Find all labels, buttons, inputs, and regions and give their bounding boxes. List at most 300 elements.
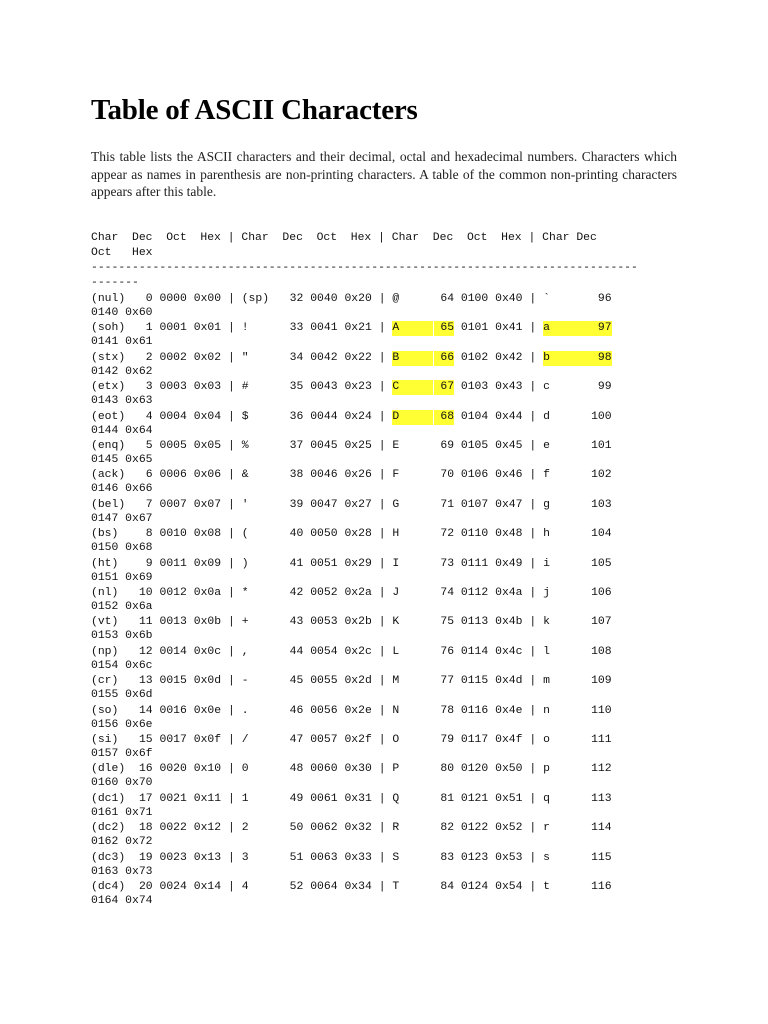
oct-cell: 0120 bbox=[460, 763, 489, 776]
row-continuation: 0160 0x70 bbox=[91, 777, 153, 790]
char-cell: h bbox=[543, 528, 550, 541]
hex-cell: 0x03 bbox=[193, 381, 222, 394]
oct-cell: 0056 bbox=[310, 704, 338, 717]
oct-cell: 0042 bbox=[310, 351, 338, 364]
char-cell: (soh) bbox=[91, 322, 126, 335]
oct-cell: 0004 bbox=[159, 410, 187, 423]
char-cell: i bbox=[543, 557, 550, 570]
hex-cell: 0x0c bbox=[193, 645, 222, 658]
char-cell: # bbox=[241, 381, 249, 394]
row-continuation: 0145 0x65 bbox=[91, 454, 153, 466]
dec-cell: 1 bbox=[145, 322, 153, 335]
oct-cell: 0064 bbox=[310, 881, 338, 893]
dec-cell: 98 bbox=[584, 351, 611, 366]
dec-cell: 66 bbox=[434, 351, 455, 366]
char-cell: k bbox=[543, 616, 550, 629]
oct-cell: 0054 bbox=[310, 645, 338, 658]
row-continuation: 0147 0x67 bbox=[91, 512, 153, 525]
char-cell: * bbox=[241, 587, 249, 599]
column-divider: | bbox=[228, 675, 235, 688]
oct-cell: 0003 bbox=[159, 381, 187, 394]
column-divider: | bbox=[378, 351, 386, 364]
column-divider: | bbox=[378, 587, 386, 599]
hex-cell: 0x51 bbox=[495, 792, 523, 805]
oct-cell: 0053 bbox=[310, 616, 338, 629]
dec-cell: 67 bbox=[434, 380, 455, 395]
char-cell: & bbox=[241, 469, 249, 482]
char-cell: (bs) bbox=[91, 528, 119, 541]
column-divider: | bbox=[529, 469, 537, 482]
dec-cell: 8 bbox=[145, 528, 153, 541]
hex-cell: 0x29 bbox=[344, 557, 372, 570]
hex-cell: 0x43 bbox=[495, 381, 523, 394]
table-row bbox=[0, 351, 768, 381]
column-divider: | bbox=[228, 528, 235, 541]
dec-cell: 107 bbox=[591, 616, 612, 629]
dec-cell: 11 bbox=[138, 616, 153, 629]
char-cell: H bbox=[392, 528, 400, 541]
char-cell: (eot) bbox=[91, 410, 126, 423]
oct-cell: 0040 bbox=[310, 293, 338, 305]
char-cell: E bbox=[392, 440, 400, 452]
oct-cell: 0020 bbox=[159, 763, 187, 776]
char-cell: $ bbox=[241, 410, 249, 423]
oct-cell: 0052 bbox=[310, 587, 338, 599]
dec-cell: 35 bbox=[289, 381, 304, 394]
char-cell: (np) bbox=[91, 645, 119, 658]
hex-cell: 0x27 bbox=[344, 498, 372, 511]
char-cell: (cr) bbox=[91, 675, 119, 688]
hex-cell: 0x04 bbox=[193, 410, 222, 423]
hex-cell: 0x23 bbox=[344, 381, 372, 394]
oct-cell: 0063 bbox=[310, 851, 338, 864]
table-row bbox=[0, 321, 768, 351]
oct-cell: 0014 bbox=[159, 645, 187, 658]
dec-cell: 114 bbox=[591, 822, 612, 835]
column-divider: | bbox=[228, 410, 235, 423]
oct-cell: 0010 bbox=[159, 528, 187, 541]
char-cell: (dc3) bbox=[91, 851, 126, 864]
column-divider: | bbox=[529, 351, 537, 364]
dec-cell: 45 bbox=[289, 675, 304, 688]
dec-cell: 34 bbox=[289, 351, 304, 364]
oct-cell: 0122 bbox=[460, 822, 489, 835]
column-divider: | bbox=[228, 351, 235, 364]
char-cell: a bbox=[543, 321, 584, 336]
dec-cell: 33 bbox=[289, 322, 304, 335]
table-header-line-1: Char Dec Oct Hex | Char Dec Oct Hex | Char Dec Oct Hex | Char Dec bbox=[91, 232, 597, 244]
table-row bbox=[0, 851, 768, 881]
column-divider: | bbox=[378, 498, 386, 511]
hex-cell: 0x09 bbox=[193, 557, 222, 570]
dec-cell: 6 bbox=[145, 469, 153, 482]
column-divider: | bbox=[228, 881, 235, 893]
dec-cell: 48 bbox=[289, 763, 304, 776]
hex-cell: 0x4f bbox=[495, 734, 523, 746]
char-cell: @ bbox=[392, 293, 400, 305]
hex-cell: 0x12 bbox=[193, 822, 222, 835]
column-divider: | bbox=[378, 763, 386, 776]
dec-cell: 10 bbox=[138, 587, 153, 599]
hex-cell: 0x07 bbox=[193, 498, 222, 511]
char-cell: l bbox=[543, 645, 550, 658]
char-cell: (dc1) bbox=[91, 792, 126, 805]
char-cell: Q bbox=[392, 792, 400, 805]
table-header-line-2: Oct Hex bbox=[91, 247, 153, 259]
char-cell: 3 bbox=[241, 851, 249, 864]
oct-cell: 0002 bbox=[159, 351, 187, 364]
char-cell: P bbox=[392, 763, 400, 776]
hex-cell: 0x2d bbox=[344, 675, 372, 688]
dec-cell: 99 bbox=[597, 381, 612, 394]
dec-cell: 36 bbox=[289, 410, 304, 423]
dec-cell: 113 bbox=[591, 792, 612, 805]
char-cell: q bbox=[543, 792, 550, 805]
row-continuation: 0140 0x60 bbox=[91, 307, 153, 319]
row-continuation: 0146 0x66 bbox=[91, 483, 153, 496]
hex-cell: 0x2b bbox=[344, 616, 372, 629]
oct-cell: 0012 bbox=[159, 587, 187, 599]
char-cell: ( bbox=[241, 528, 249, 541]
char-cell: m bbox=[543, 675, 550, 688]
table-row bbox=[0, 410, 768, 440]
oct-cell: 0051 bbox=[310, 557, 338, 570]
row-continuation: 0141 0x61 bbox=[91, 336, 153, 349]
oct-cell: 0104 bbox=[460, 410, 489, 423]
dec-cell: 5 bbox=[145, 440, 153, 452]
oct-cell: 0113 bbox=[460, 616, 489, 629]
dec-cell: 115 bbox=[591, 851, 612, 864]
column-divider: | bbox=[529, 616, 537, 629]
dec-cell: 49 bbox=[289, 792, 304, 805]
dec-cell: 41 bbox=[289, 557, 304, 570]
char-cell: B bbox=[392, 351, 433, 366]
dec-cell: 19 bbox=[138, 851, 153, 864]
dec-cell: 106 bbox=[591, 587, 612, 599]
char-cell: (enq) bbox=[91, 440, 126, 452]
hex-cell: 0x26 bbox=[344, 469, 372, 482]
column-divider: | bbox=[529, 881, 537, 893]
char-cell: ! bbox=[241, 322, 249, 335]
table-row bbox=[0, 468, 768, 498]
column-divider: | bbox=[378, 616, 386, 629]
char-cell: F bbox=[392, 469, 400, 482]
dec-cell: 0 bbox=[145, 293, 153, 305]
dec-cell: 97 bbox=[584, 321, 611, 336]
column-divider: | bbox=[228, 322, 235, 335]
char-cell: (so) bbox=[91, 704, 119, 717]
row-continuation: 0162 0x72 bbox=[91, 836, 153, 849]
hex-cell: 0x4c bbox=[495, 645, 523, 658]
hex-cell: 0x47 bbox=[495, 498, 523, 511]
char-cell: I bbox=[392, 557, 400, 570]
dec-cell: 65 bbox=[434, 321, 455, 336]
hex-cell: 0x4d bbox=[495, 675, 523, 688]
dec-cell: 40 bbox=[289, 528, 304, 541]
column-divider: | bbox=[529, 851, 537, 864]
oct-cell: 0112 bbox=[460, 587, 489, 599]
char-cell: (dle) bbox=[91, 763, 126, 776]
hex-cell: 0x06 bbox=[193, 469, 222, 482]
oct-cell: 0043 bbox=[310, 381, 338, 394]
char-cell: J bbox=[392, 587, 400, 599]
oct-cell: 0022 bbox=[159, 822, 187, 835]
table-row bbox=[0, 704, 768, 734]
hex-cell: 0x21 bbox=[344, 322, 372, 335]
hex-cell: 0x22 bbox=[344, 351, 372, 364]
char-cell: (dc2) bbox=[91, 822, 126, 835]
oct-cell: 0016 bbox=[159, 704, 187, 717]
dec-cell: 15 bbox=[138, 734, 153, 746]
dec-cell: 74 bbox=[440, 587, 455, 599]
column-divider: | bbox=[529, 498, 537, 511]
oct-cell: 0100 bbox=[460, 293, 489, 305]
char-cell: (bel) bbox=[91, 498, 126, 511]
dec-cell: 96 bbox=[597, 293, 612, 305]
char-cell: L bbox=[392, 645, 400, 658]
dec-cell: 116 bbox=[591, 881, 612, 893]
char-cell: (nul) bbox=[91, 293, 126, 305]
dec-cell: 101 bbox=[591, 440, 612, 452]
hex-cell: 0x31 bbox=[344, 792, 372, 805]
oct-cell: 0011 bbox=[159, 557, 187, 570]
column-divider: | bbox=[228, 616, 235, 629]
table-row bbox=[0, 498, 768, 528]
row-continuation: 0164 0x74 bbox=[91, 895, 153, 907]
hex-cell: 0x40 bbox=[495, 293, 523, 305]
dec-cell: 109 bbox=[591, 675, 612, 688]
column-divider: | bbox=[228, 822, 235, 835]
oct-cell: 0101 bbox=[460, 322, 489, 335]
hex-cell: 0x41 bbox=[495, 322, 523, 335]
column-divider: | bbox=[529, 293, 537, 305]
char-cell: (nl) bbox=[91, 587, 119, 599]
char-cell: r bbox=[543, 822, 550, 835]
table-row bbox=[0, 762, 768, 792]
row-continuation: 0154 0x6c bbox=[91, 659, 153, 672]
oct-cell: 0114 bbox=[460, 645, 489, 658]
row-continuation: 0150 0x68 bbox=[91, 542, 153, 555]
dec-cell: 38 bbox=[289, 469, 304, 482]
oct-cell: 0041 bbox=[310, 322, 338, 335]
table-row bbox=[0, 615, 768, 645]
table-row bbox=[0, 439, 768, 469]
hex-cell: 0x0f bbox=[193, 734, 222, 746]
intro-paragraph: This table lists the ASCII characters and their decimal, octal and hexadecimal numbers. Characters which appear as names in parenthesis are non-printing characters. A table of the common non-printing characters appears after this table. bbox=[91, 149, 677, 199]
oct-cell: 0062 bbox=[310, 822, 338, 835]
dec-cell: 50 bbox=[289, 822, 304, 835]
oct-cell: 0124 bbox=[460, 881, 489, 893]
dec-cell: 73 bbox=[440, 557, 455, 570]
hex-cell: 0x50 bbox=[495, 763, 523, 776]
row-continuation: 0144 0x64 bbox=[91, 424, 153, 437]
char-cell: o bbox=[543, 734, 550, 746]
table-row bbox=[0, 586, 768, 616]
oct-cell: 0110 bbox=[460, 528, 489, 541]
char-cell: A bbox=[392, 321, 433, 336]
char-cell: N bbox=[392, 704, 400, 717]
column-divider: | bbox=[378, 293, 386, 305]
column-divider: | bbox=[378, 704, 386, 717]
dec-cell: 2 bbox=[145, 351, 153, 364]
char-cell: ' bbox=[241, 498, 249, 511]
column-divider: | bbox=[378, 381, 386, 394]
hex-cell: 0x4b bbox=[495, 616, 523, 629]
char-cell: C bbox=[392, 380, 433, 395]
oct-cell: 0045 bbox=[310, 440, 338, 452]
table-row bbox=[0, 380, 768, 410]
dec-cell: 7 bbox=[145, 498, 153, 511]
column-divider: | bbox=[228, 293, 235, 305]
dec-cell: 51 bbox=[289, 851, 304, 864]
dec-cell: 70 bbox=[440, 469, 455, 482]
char-cell: ) bbox=[241, 557, 249, 570]
hex-cell: 0x33 bbox=[344, 851, 372, 864]
dec-cell: 32 bbox=[289, 293, 304, 305]
row-continuation: 0153 0x6b bbox=[91, 630, 153, 643]
char-cell: (ack) bbox=[91, 469, 126, 482]
oct-cell: 0024 bbox=[159, 881, 187, 893]
row-continuation: 0151 0x69 bbox=[91, 571, 153, 584]
char-cell: (etx) bbox=[91, 381, 126, 394]
oct-cell: 0060 bbox=[310, 763, 338, 776]
hex-cell: 0x54 bbox=[495, 881, 523, 893]
column-divider: | bbox=[378, 851, 386, 864]
dec-cell: 83 bbox=[440, 851, 455, 864]
char-cell: - bbox=[241, 675, 249, 688]
dec-cell: 46 bbox=[289, 704, 304, 717]
dec-cell: 9 bbox=[145, 557, 153, 570]
hex-cell: 0x13 bbox=[193, 851, 222, 864]
char-cell: e bbox=[543, 440, 550, 452]
oct-cell: 0105 bbox=[460, 440, 489, 452]
table-row bbox=[0, 292, 768, 322]
hex-cell: 0x01 bbox=[193, 322, 222, 335]
table-separator-line-2: ------- bbox=[91, 277, 139, 289]
dec-cell: 84 bbox=[440, 881, 455, 893]
oct-cell: 0044 bbox=[310, 410, 338, 423]
hex-cell: 0x44 bbox=[495, 410, 523, 423]
hex-cell: 0x2a bbox=[344, 587, 372, 599]
oct-cell: 0013 bbox=[159, 616, 187, 629]
row-continuation: 0163 0x73 bbox=[91, 865, 153, 878]
column-divider: | bbox=[529, 704, 537, 717]
char-cell: (si) bbox=[91, 734, 119, 746]
dec-cell: 76 bbox=[440, 645, 455, 658]
column-divider: | bbox=[228, 792, 235, 805]
dec-cell: 81 bbox=[440, 792, 455, 805]
char-cell: O bbox=[392, 734, 400, 746]
dec-cell: 14 bbox=[138, 704, 153, 717]
oct-cell: 0103 bbox=[460, 381, 489, 394]
oct-cell: 0046 bbox=[310, 469, 338, 482]
oct-cell: 0017 bbox=[159, 734, 187, 746]
table-row bbox=[0, 557, 768, 587]
column-divider: | bbox=[228, 469, 235, 482]
dec-cell: 52 bbox=[289, 881, 304, 893]
char-cell: (sp) bbox=[241, 293, 270, 305]
hex-cell: 0x0a bbox=[193, 587, 222, 599]
oct-cell: 0057 bbox=[310, 734, 338, 746]
dec-cell: 20 bbox=[138, 881, 153, 893]
dec-cell: 82 bbox=[440, 822, 455, 835]
dec-cell: 100 bbox=[591, 410, 612, 423]
char-cell: s bbox=[543, 851, 550, 864]
hex-cell: 0x0b bbox=[193, 616, 222, 629]
column-divider: | bbox=[228, 704, 235, 717]
hex-cell: 0x34 bbox=[344, 881, 372, 893]
table-row bbox=[0, 880, 768, 910]
dec-cell: 112 bbox=[591, 763, 612, 776]
oct-cell: 0106 bbox=[460, 469, 489, 482]
dec-cell: 77 bbox=[440, 675, 455, 688]
dec-cell: 42 bbox=[289, 587, 304, 599]
column-divider: | bbox=[378, 469, 386, 482]
dec-cell: 69 bbox=[440, 440, 455, 452]
hex-cell: 0x08 bbox=[193, 528, 222, 541]
oct-cell: 0007 bbox=[159, 498, 187, 511]
hex-cell: 0x30 bbox=[344, 763, 372, 776]
dec-cell: 4 bbox=[145, 410, 153, 423]
dec-cell: 39 bbox=[289, 498, 304, 511]
hex-cell: 0x4a bbox=[495, 587, 523, 599]
column-divider: | bbox=[529, 645, 537, 658]
char-cell: 2 bbox=[241, 822, 249, 835]
table-separator-line-1: -------------------------------------------------------------------------------- bbox=[91, 262, 638, 274]
column-divider: | bbox=[529, 322, 537, 335]
dec-cell: 12 bbox=[138, 645, 153, 658]
row-continuation: 0157 0x6f bbox=[91, 748, 153, 760]
column-divider: | bbox=[529, 557, 537, 570]
oct-cell: 0005 bbox=[159, 440, 187, 452]
dec-cell: 3 bbox=[145, 381, 153, 394]
row-continuation: 0155 0x6d bbox=[91, 689, 153, 702]
column-divider: | bbox=[228, 763, 235, 776]
char-cell: 4 bbox=[241, 881, 249, 893]
column-divider: | bbox=[228, 645, 235, 658]
dec-cell: 72 bbox=[440, 528, 455, 541]
dec-cell: 16 bbox=[138, 763, 153, 776]
dec-cell: 37 bbox=[289, 440, 304, 452]
dec-cell: 44 bbox=[289, 645, 304, 658]
oct-cell: 0050 bbox=[310, 528, 338, 541]
hex-cell: 0x45 bbox=[495, 440, 523, 452]
column-divider: | bbox=[529, 675, 537, 688]
dec-cell: 104 bbox=[591, 528, 612, 541]
char-cell: (vt) bbox=[91, 616, 119, 629]
oct-cell: 0047 bbox=[310, 498, 338, 511]
hex-cell: 0x0e bbox=[193, 704, 222, 717]
dec-cell: 18 bbox=[138, 822, 153, 835]
column-divider: | bbox=[378, 792, 386, 805]
hex-cell: 0x48 bbox=[495, 528, 523, 541]
row-continuation: 0156 0x6e bbox=[91, 718, 153, 731]
oct-cell: 0121 bbox=[460, 792, 489, 805]
oct-cell: 0117 bbox=[460, 734, 489, 746]
row-continuation: 0143 0x63 bbox=[91, 395, 153, 408]
oct-cell: 0021 bbox=[159, 792, 187, 805]
hex-cell: 0x28 bbox=[344, 528, 372, 541]
oct-cell: 0102 bbox=[460, 351, 489, 364]
hex-cell: 0x52 bbox=[495, 822, 523, 835]
column-divider: | bbox=[378, 645, 386, 658]
oct-cell: 0023 bbox=[159, 851, 187, 864]
char-cell: g bbox=[543, 498, 550, 511]
column-divider: | bbox=[378, 675, 386, 688]
hex-cell: 0x02 bbox=[193, 351, 222, 364]
oct-cell: 0006 bbox=[159, 469, 187, 482]
dec-cell: 108 bbox=[591, 645, 612, 658]
